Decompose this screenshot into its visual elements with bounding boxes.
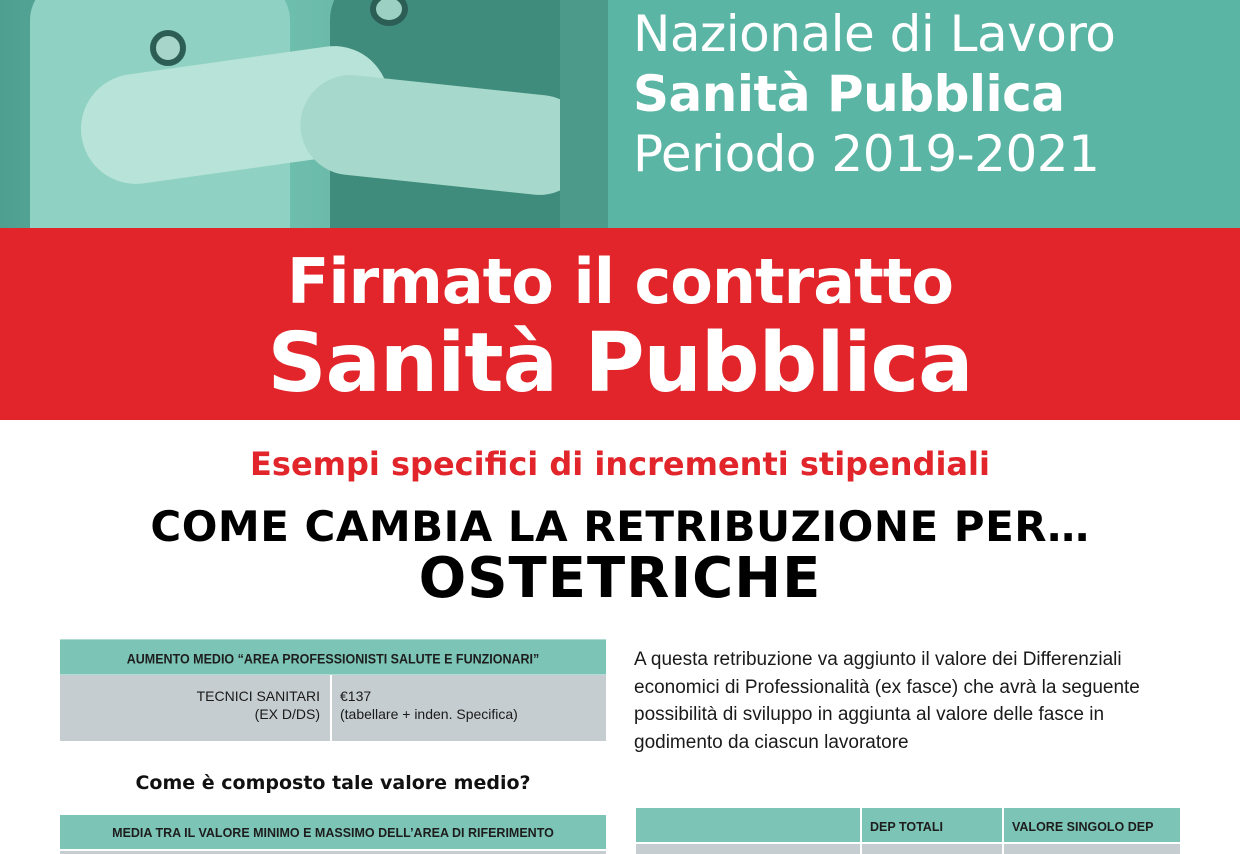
column-header-dep-totali: DEP TOTALI bbox=[862, 808, 1004, 842]
title-line-1: Nazionale di Lavoro bbox=[633, 5, 1116, 63]
column-header-valore-singolo: VALORE SINGOLO DEP bbox=[1012, 820, 1154, 834]
headline-banner bbox=[0, 228, 1240, 420]
table-row bbox=[60, 673, 606, 741]
title-line-3: Periodo 2019-2021 bbox=[633, 125, 1100, 183]
stethoscope-icon bbox=[150, 30, 186, 66]
dep-description: A questa retribuzione va aggiunto il valore dei Differenziali economici di Professionalità (ex fasce) che avrà la seguente possibilità di sviluppo in aggiunta al valore delle fasce in godimento da ciascun lavoratore bbox=[634, 649, 1140, 753]
main-heading: COME CAMBIA LA RETRIBUZIONE PER… bbox=[150, 502, 1090, 551]
column-header-empty bbox=[636, 808, 862, 842]
photo-edge-stripe bbox=[560, 0, 608, 228]
dep-table bbox=[636, 808, 1180, 854]
table-header: MEDIA TRA IL VALORE MINIMO E MASSIMO DELL’AREA DI RIFERIMENTO bbox=[60, 815, 606, 849]
row-value-cell bbox=[332, 675, 606, 741]
composition-question: Come è composto tale valore medio? bbox=[135, 772, 531, 794]
table-cell bbox=[862, 844, 1004, 854]
average-increase-table bbox=[60, 641, 606, 741]
row-label-line-2: (EX D/DS) bbox=[254, 706, 320, 722]
banner-line-1: Firmato il contratto bbox=[287, 245, 953, 318]
table-cell bbox=[636, 844, 862, 854]
table-row bbox=[636, 842, 1180, 854]
contract-title bbox=[633, 4, 1115, 184]
row-value-note: (tabellare + inden. Specifica) bbox=[340, 706, 518, 722]
profession-heading: OSTETRICHE bbox=[418, 546, 822, 611]
title-line-2: Sanità Pubblica bbox=[633, 65, 1065, 123]
header-band bbox=[0, 0, 1240, 228]
average-range-table bbox=[60, 815, 606, 854]
section-subtitle: Esempi specifici di incrementi stipendiali bbox=[250, 445, 990, 483]
row-value-amount: €137 bbox=[340, 688, 372, 704]
table-row bbox=[60, 849, 606, 854]
row-label-cell bbox=[60, 675, 332, 741]
row-label-line-1: TECNICI SANITARI bbox=[196, 688, 320, 704]
table-header bbox=[636, 808, 1180, 842]
banner-line-2: Sanità Pubblica bbox=[267, 316, 973, 411]
healthcare-workers-photo bbox=[0, 0, 608, 228]
table-header: AUMENTO MEDIO “AREA PROFESSIONISTI SALUTE E FUNZIONARI” bbox=[60, 639, 606, 674]
